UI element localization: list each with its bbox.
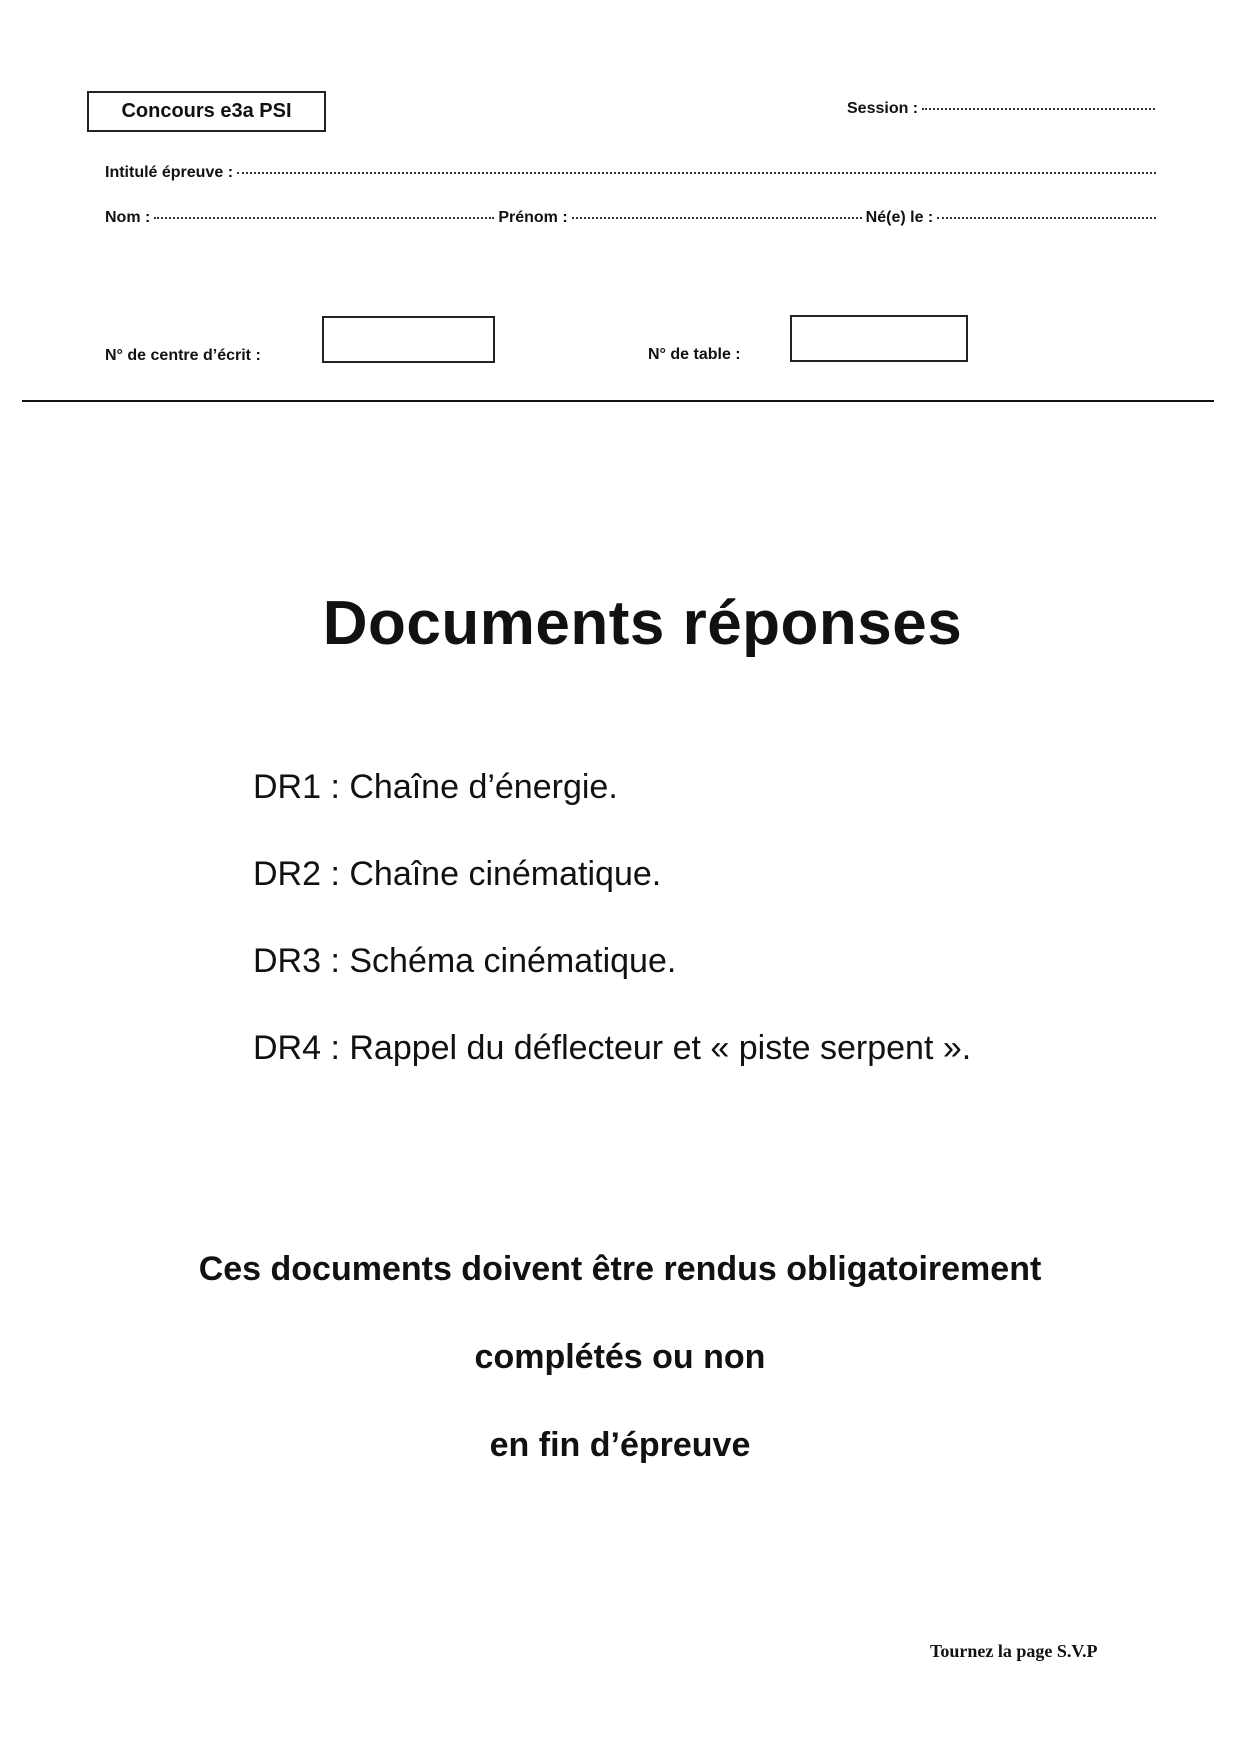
- notice-line: Ces documents doivent être rendus obligatoirement: [198, 1250, 1042, 1288]
- document-list: [253, 767, 971, 1115]
- nom-label: Nom :: [105, 209, 151, 226]
- intitule-field[interactable]: [105, 164, 1160, 182]
- session-field[interactable]: [847, 100, 1159, 118]
- intitule-label: Intitulé épreuve :: [105, 164, 234, 181]
- session-label: Session :: [847, 100, 919, 117]
- list-item: DR4 : Rappel du déflecteur et « piste serpent ».: [253, 1029, 972, 1067]
- ne-le-label: Né(e) le :: [865, 209, 934, 226]
- intitule-blank[interactable]: [237, 172, 1156, 174]
- list-item: DR1 : Chaîne d’énergie.: [253, 768, 618, 806]
- prenom-blank[interactable]: [572, 217, 862, 219]
- list-item: DR2 : Chaîne cinématique.: [253, 855, 662, 893]
- ne-le-blank[interactable]: [937, 217, 1156, 219]
- centre-number-box[interactable]: [322, 316, 495, 363]
- concours-label: [87, 91, 326, 132]
- nom-blank[interactable]: [154, 217, 494, 219]
- list-item: DR3 : Schéma cinématique.: [253, 942, 677, 980]
- prenom-label: Prénom :: [498, 209, 568, 226]
- table-label: N° de table :: [648, 346, 741, 363]
- concours-text: Concours e3a PSI: [121, 100, 292, 122]
- notice-line: en fin d’épreuve: [489, 1426, 751, 1464]
- turn-page-note: Tournez la page S.V.P: [930, 1641, 1098, 1661]
- centre-label: N° de centre d’écrit :: [105, 347, 261, 364]
- header-divider: [22, 400, 1214, 402]
- table-number-box[interactable]: [790, 315, 968, 362]
- page-title: Documents réponses: [322, 589, 963, 658]
- session-blank[interactable]: [922, 108, 1155, 110]
- notice-line: complétés ou non: [474, 1338, 766, 1376]
- identity-row: [105, 209, 1160, 227]
